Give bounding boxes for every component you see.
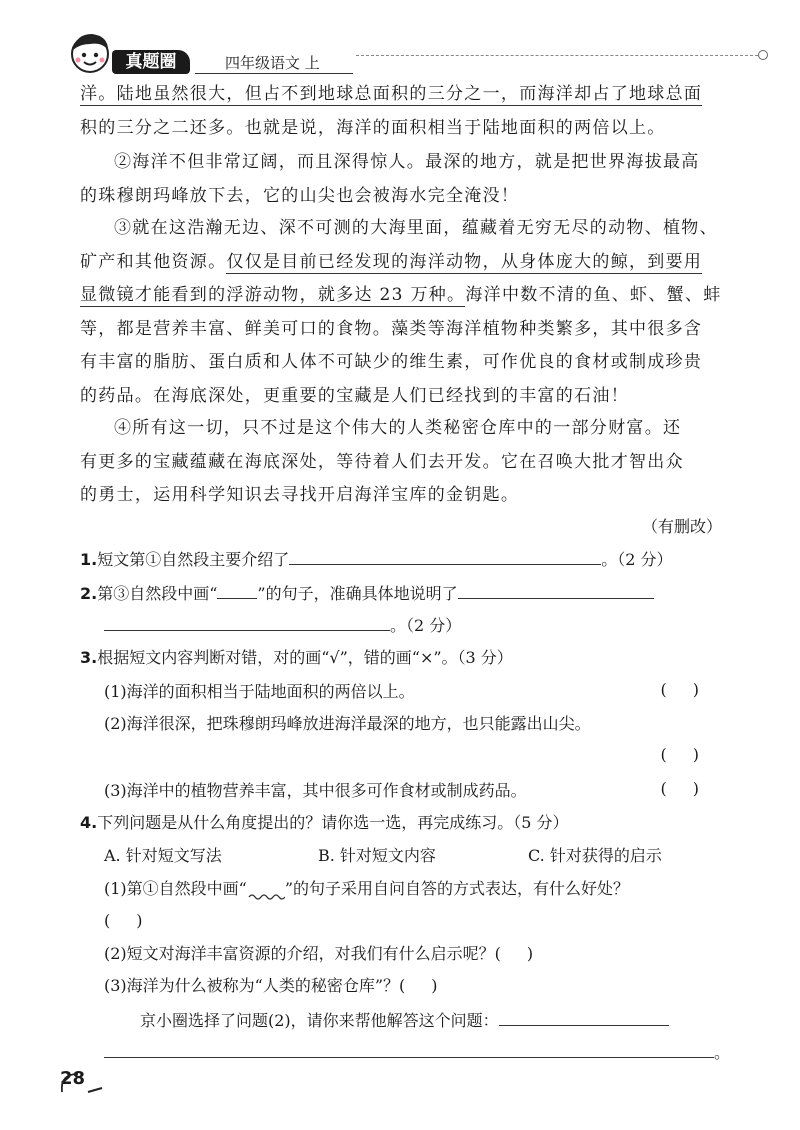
question-text: 京小圈选择了问题(2)，请你来帮他解答这个问题：: [140, 1011, 499, 1030]
passage-line: ②海洋不但非常辽阔，而且深得惊人。最深的地方，就是把世界海拔最高: [114, 152, 700, 172]
answer-blank[interactable]: [289, 550, 601, 565]
underline-mark: [217, 584, 257, 599]
end-mark: 。: [714, 1043, 731, 1062]
question-4-item-3: [104, 974, 464, 998]
passage-line: 的药品。在海底深处，更重要的宝藏是人们已经找到的丰富的石油！: [80, 385, 629, 406]
question-text: (1)第①自然段中画“: [104, 879, 247, 898]
page-number-swoosh-icon: [58, 1070, 118, 1096]
question-number: 4.: [80, 813, 98, 832]
question-text: 下列问题是从什么角度提出的？请你选一选，再完成练习。（5 分）: [97, 813, 569, 832]
passage-line: [80, 246, 724, 280]
answer-parentheses[interactable]: (): [660, 745, 725, 764]
question-3-item-1: (1)海洋的面积相当于陆地面积的两倍以上。: [104, 682, 415, 701]
question-text: 第③自然段中画“: [97, 584, 218, 603]
source-note: （有删改）: [641, 517, 722, 536]
question-4-final-line-2: [104, 1041, 730, 1065]
answer-blank[interactable]: [104, 1043, 714, 1058]
header-dashed-rule: [356, 55, 758, 56]
header-underline: [195, 73, 353, 74]
passage-line: [80, 279, 724, 313]
passage-paragraph-3: [80, 212, 724, 414]
passage-line: 有丰富的脂肪、蛋白质和人体不可缺少的维生素，可作优良的食材或制成珍贵: [80, 352, 703, 373]
question-text: (2)短文对海洋丰富资源的介绍，对我们有什么启示呢？: [104, 944, 495, 963]
wavy-underline-icon: [247, 885, 285, 901]
answer-parentheses[interactable]: (): [660, 680, 725, 699]
answer-parentheses[interactable]: (): [494, 944, 560, 963]
answer-blank[interactable]: [104, 616, 390, 631]
text-fragment: 海洋中数不清的鱼、虾、蟹、蚌: [465, 285, 722, 306]
answer-blank[interactable]: [458, 584, 654, 599]
passage-paragraph-2: [80, 146, 724, 213]
passage-line: ④所有这一切，只不过是这个伟大的人类秘密仓库中的一部分财富。还: [114, 418, 682, 438]
question-number: 3.: [80, 648, 98, 667]
text-fragment: 矿产和其他资源。: [80, 251, 227, 272]
passage-line: 的珠穆朗玛峰放下去，它的山尖也会被海水完全淹没！: [80, 185, 520, 206]
question-3-item-3: (3)海洋中的植物营养丰富，其中很多可作食材或制成药品。: [104, 781, 527, 800]
header-circle-icon: [758, 50, 768, 60]
passage-paragraph-4: [80, 412, 724, 513]
question-text: 根据短文内容判断对错，对的画“√”，错的画“×”。（3 分）: [97, 648, 513, 667]
grade-label: 四年级语文 上: [225, 54, 320, 72]
page-number: 28: [60, 1068, 86, 1089]
question-4-final: [140, 1009, 669, 1033]
underlined-sentence: 仅仅是目前已经发现的海洋动物，从身体庞大的鲸，到要用: [226, 251, 703, 272]
underlined-sentence: 显微镜才能看到的浮游动物，就多达 23 万种。: [80, 285, 466, 306]
answer-parentheses[interactable]: (): [399, 976, 464, 995]
page-header: [0, 0, 800, 80]
question-text: ”的句子，准确具体地说明了: [257, 584, 458, 603]
question-2: [80, 582, 654, 606]
passage-line: ③就在这浩瀚无边、深不可测的大海里面，蕴藏着无穷无尽的动物、植物、: [114, 218, 718, 238]
score-label: 。（2 分）: [601, 550, 673, 569]
passage-paragraph-1-end: [80, 78, 724, 145]
question-3: [80, 646, 513, 670]
question-1: [80, 548, 673, 572]
question-text: (3)海洋为什么被称为“人类的秘密仓库”？: [104, 976, 400, 995]
question-4-item-2: [104, 942, 559, 966]
question-2-line-2: [104, 614, 461, 638]
passage-line: 积的三分之二还多。也就是说，海洋的面积相当于陆地面积的两倍以上。: [80, 117, 666, 138]
underlined-fragment: 洋。陆地虽然很大，但占不到地球总面积的三分之一，而海洋却占了地球总面: [80, 84, 703, 104]
question-4-item-1: [104, 877, 629, 901]
mascot-icon: [66, 28, 114, 76]
brand-label: 真题圈: [112, 50, 190, 74]
passage-line: 有更多的宝藏蕴藏在海底深处，等待着人们去开发。它在召唤大批才智出众: [80, 451, 684, 472]
answer-blank[interactable]: [499, 1011, 669, 1026]
answer-parentheses[interactable]: (): [660, 779, 725, 798]
question-3-item-2: (2)海洋很深，把珠穆朗玛峰放进海洋最深的地方，也只能露出山尖。: [104, 714, 591, 733]
answer-parentheses[interactable]: (): [104, 911, 169, 930]
question-4: [80, 811, 569, 835]
question-number: 2.: [80, 584, 98, 603]
question-text: ”的句子采用自问自答的方式表达，有什么好处？: [284, 879, 630, 898]
passage-line: [80, 78, 724, 112]
passage-line: 的勇士，运用科学知识去寻找开启海洋宝库的金钥匙。: [80, 485, 520, 506]
question-number: 1.: [80, 550, 98, 569]
question-text: 短文第①自然段主要介绍了: [97, 550, 290, 569]
score-label: 。（2 分）: [390, 616, 462, 635]
passage-line: 等，都是营养丰富、鲜美可口的食物。藻类等海洋植物种类繁多，其中很多含: [80, 318, 703, 339]
option-a: A. 针对短文写法: [104, 846, 222, 865]
option-c: C. 针对获得的启示: [528, 846, 662, 865]
option-b: B. 针对短文内容: [318, 846, 436, 865]
